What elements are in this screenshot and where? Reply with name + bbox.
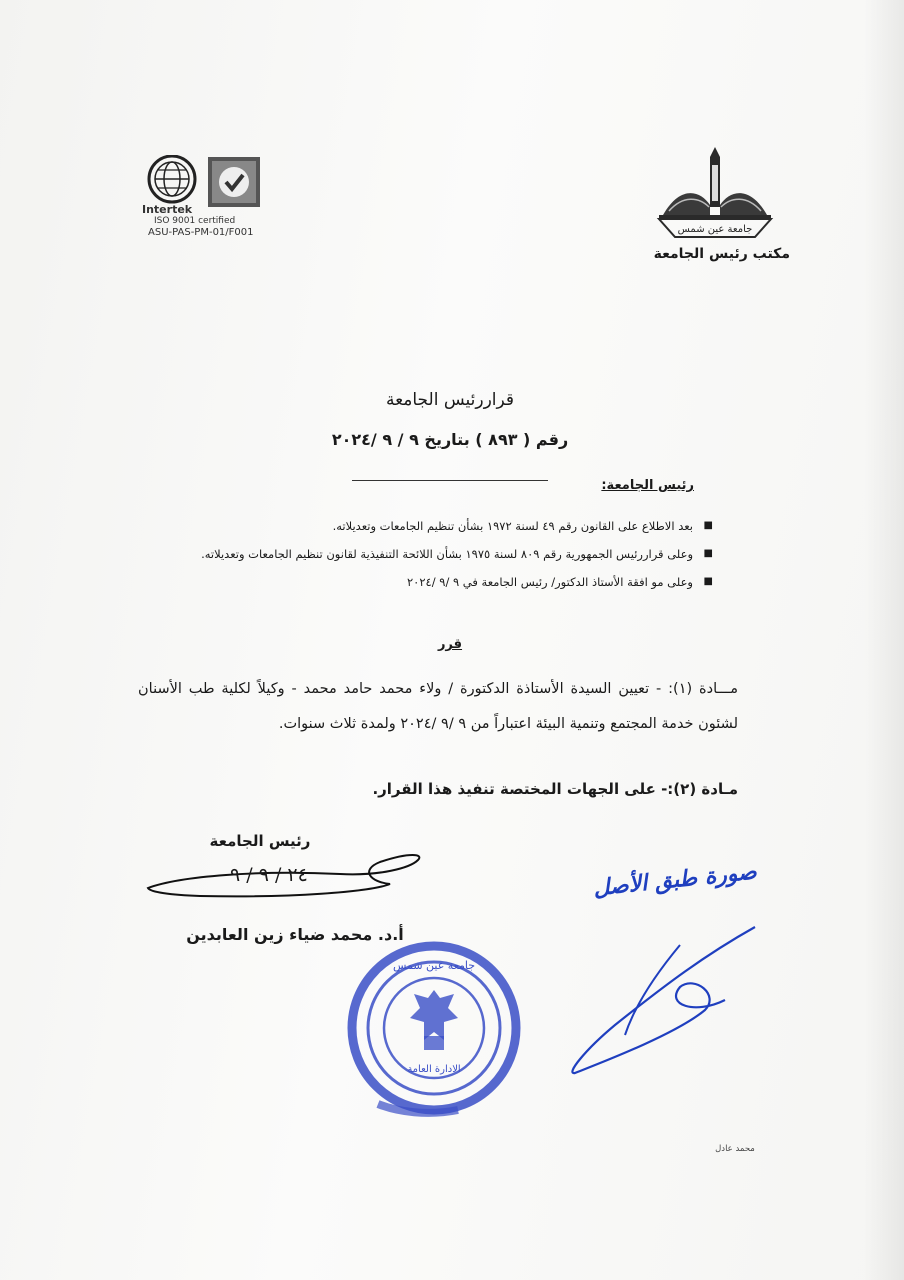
university-wordmark: جامعة عين شمس — [677, 224, 753, 235]
preamble-item-text: وعلى قراررئيس الجمهورية رقم ٨٠٩ لسنة ١٩٧٥ بشأن اللائحة التنفيذية لقانون تنظيم الجامعات وتعديلاته. — [201, 547, 693, 561]
bullet-icon: ■ — [703, 548, 713, 559]
bullet-icon: ■ — [703, 520, 713, 531]
bullet-icon: ■ — [703, 576, 713, 587]
page-shadow — [864, 0, 904, 1280]
form-code: ASU-PAS-PM-01/F001 — [148, 227, 254, 238]
certification-logos — [140, 155, 270, 238]
clerk-name: محمد عادل — [715, 1144, 755, 1154]
cert-standard-label: ISO 9001 certified — [154, 216, 236, 226]
list-item — [145, 568, 715, 596]
cert-body-label: Intertek — [142, 203, 193, 216]
blue-signature — [555, 915, 775, 1080]
handwritten-date: ٢٤ / ٩ / ٩ — [230, 864, 308, 886]
title-divider — [352, 480, 548, 481]
official-seal — [338, 940, 530, 1120]
preamble-item-text: وعلى مو افقة الأستاذ الدكتور/ رئيس الجامعة في ٩ /٩ /٢٠٢٤ — [407, 575, 693, 589]
preamble-list — [145, 512, 715, 596]
office-title: مكتب رئيس الجامعة — [653, 246, 790, 262]
seal-ring-text: جامعة عين شمس — [392, 959, 476, 972]
list-item — [145, 512, 715, 540]
preamble-heading: رئيس الجامعة: — [601, 478, 694, 493]
decision-title: قراررئيس الجامعة — [385, 390, 515, 410]
handwritten-certified-copy: صورة طبق الأصل — [592, 859, 758, 902]
signatory-title: رئيس الجامعة — [209, 832, 311, 850]
preamble-item-text: بعد الاطلاع على القانون رقم ٤٩ لسنة ١٩٧٢ بشأن تنظيم الجامعات وتعديلاته. — [332, 519, 693, 533]
decision-number: رقم ( ٨٩٣ ) بتاريخ ٩ / ٩ /٢٠٢٤ — [331, 430, 569, 449]
article-2: مـادة (٢):- على الجهات المختصة تنفيذ هذا القرار. — [372, 780, 738, 798]
university-logo — [655, 145, 775, 245]
signatory-name: أ.د. محمد ضياء زين العابدين — [186, 925, 404, 944]
list-item — [145, 540, 715, 568]
decided-label: قرر — [437, 637, 463, 652]
seal-text: الادارة العامة — [407, 1064, 461, 1075]
article-1: مـــادة (١): - تعيين السيدة الأستاذة الدكتورة / ولاء محمد حامد محمد - وكيلاً لكلية طب الأسنان لشئون خدمة المجتمع وتنمية البيئة اعتباراً من ٩ /٩ /٢٠٢٤ ولمدة ثلاث سنوات. — [138, 681, 739, 732]
